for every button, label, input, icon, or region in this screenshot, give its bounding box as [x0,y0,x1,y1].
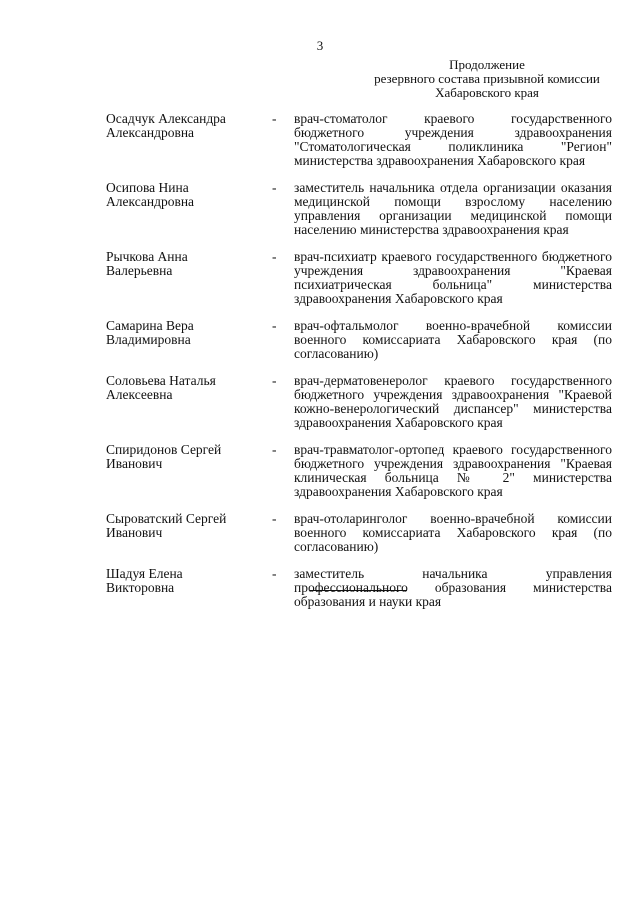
member-patronymic: Иванович [106,525,163,540]
member-surname-first-name: Сыроватский Сергей [106,511,227,526]
member-name [106,443,272,471]
member-patronymic: Александровна [106,194,195,209]
member-name [106,319,272,347]
member-patronymic: Алексеевна [106,387,173,402]
separator-dash: - [272,249,277,264]
header-line-commission: резервного состава призывной комиссии [374,71,600,86]
list-item [106,112,612,168]
member-surname-first-name: Шадуя Елена [106,566,183,581]
member-patronymic: Иванович [106,456,163,471]
member-position: врач-травматолог-ортопед краевого государственного бюджетного учреждения здравоохранения "Краевая клиническая больница № 2" министерства здравоохранения Хабаровского края [294,442,612,499]
separator-dash: - [272,373,277,388]
member-surname-first-name: Самарина Вера [106,318,194,333]
member-name [106,250,272,278]
member-name [106,112,272,140]
member-surname-first-name: Осадчук Александра [106,111,226,126]
list-item [106,443,612,499]
separator-dash: - [272,180,277,195]
member-name [106,374,272,402]
member-position: врач-дерматовенеролог краевого государственного бюджетного учреждения здравоохранения "Краевой кожно-венерологический диспансер" министерства здравоохранения Хабаровского края [294,373,612,430]
member-surname-first-name: Спиридонов Сергей [106,442,222,457]
header-line-region: Хабаровского края [435,85,539,100]
member-patronymic: Викторовна [106,580,175,595]
list-item [106,319,612,361]
list-item [106,512,612,554]
separator-dash: - [272,511,277,526]
member-patronymic: Владимировна [106,332,191,347]
closing-rule [310,590,407,591]
page-number: 3 [316,38,324,53]
member-position: врач-отоларинголог военно-врачебной комиссии военного комиссариата Хабаровского края (по согласованию) [294,511,612,554]
list-item [106,250,612,306]
member-surname-first-name: Рычкова Анна [106,249,188,264]
member-name [106,512,272,540]
member-position: врач-стоматолог краевого государственного бюджетного учреждения здравоохранения "Стоматологическая поликлиника "Регион" министерства здравоохранения Хабаровского края [294,111,612,168]
list-item [106,374,612,430]
document-header [372,58,602,100]
member-list [106,112,612,609]
member-patronymic: Александровна [106,125,195,140]
member-surname-first-name: Осипова Нина [106,180,189,195]
separator-dash: - [272,111,277,126]
separator-dash: - [272,566,277,581]
header-line-continuation: Продолжение [449,57,525,72]
separator-dash: - [272,442,277,457]
member-name [106,567,272,595]
member-position: заместитель начальника отдела организации оказания медицинской помощи взрослому населению управления организации медицинской помощи населению министерства здравоохранения края [294,180,612,237]
list-item [106,181,612,237]
member-surname-first-name: Соловьева Наталья [106,373,216,388]
member-position: врач-офтальмолог военно-врачебной комиссии военного комиссариата Хабаровского края (по согласованию) [294,318,612,361]
member-patronymic: Валерьевна [106,263,173,278]
member-position: врач-психиатр краевого государственного бюджетного учреждения здравоохранения "Краевая психиатрическая больница" министерства здравоохранения Хабаровского края [294,249,612,306]
list-item [106,567,612,609]
separator-dash: - [272,318,277,333]
member-name [106,181,272,209]
member-position: заместитель начальника управления профессионального образования министерства образования и науки края [294,566,612,609]
